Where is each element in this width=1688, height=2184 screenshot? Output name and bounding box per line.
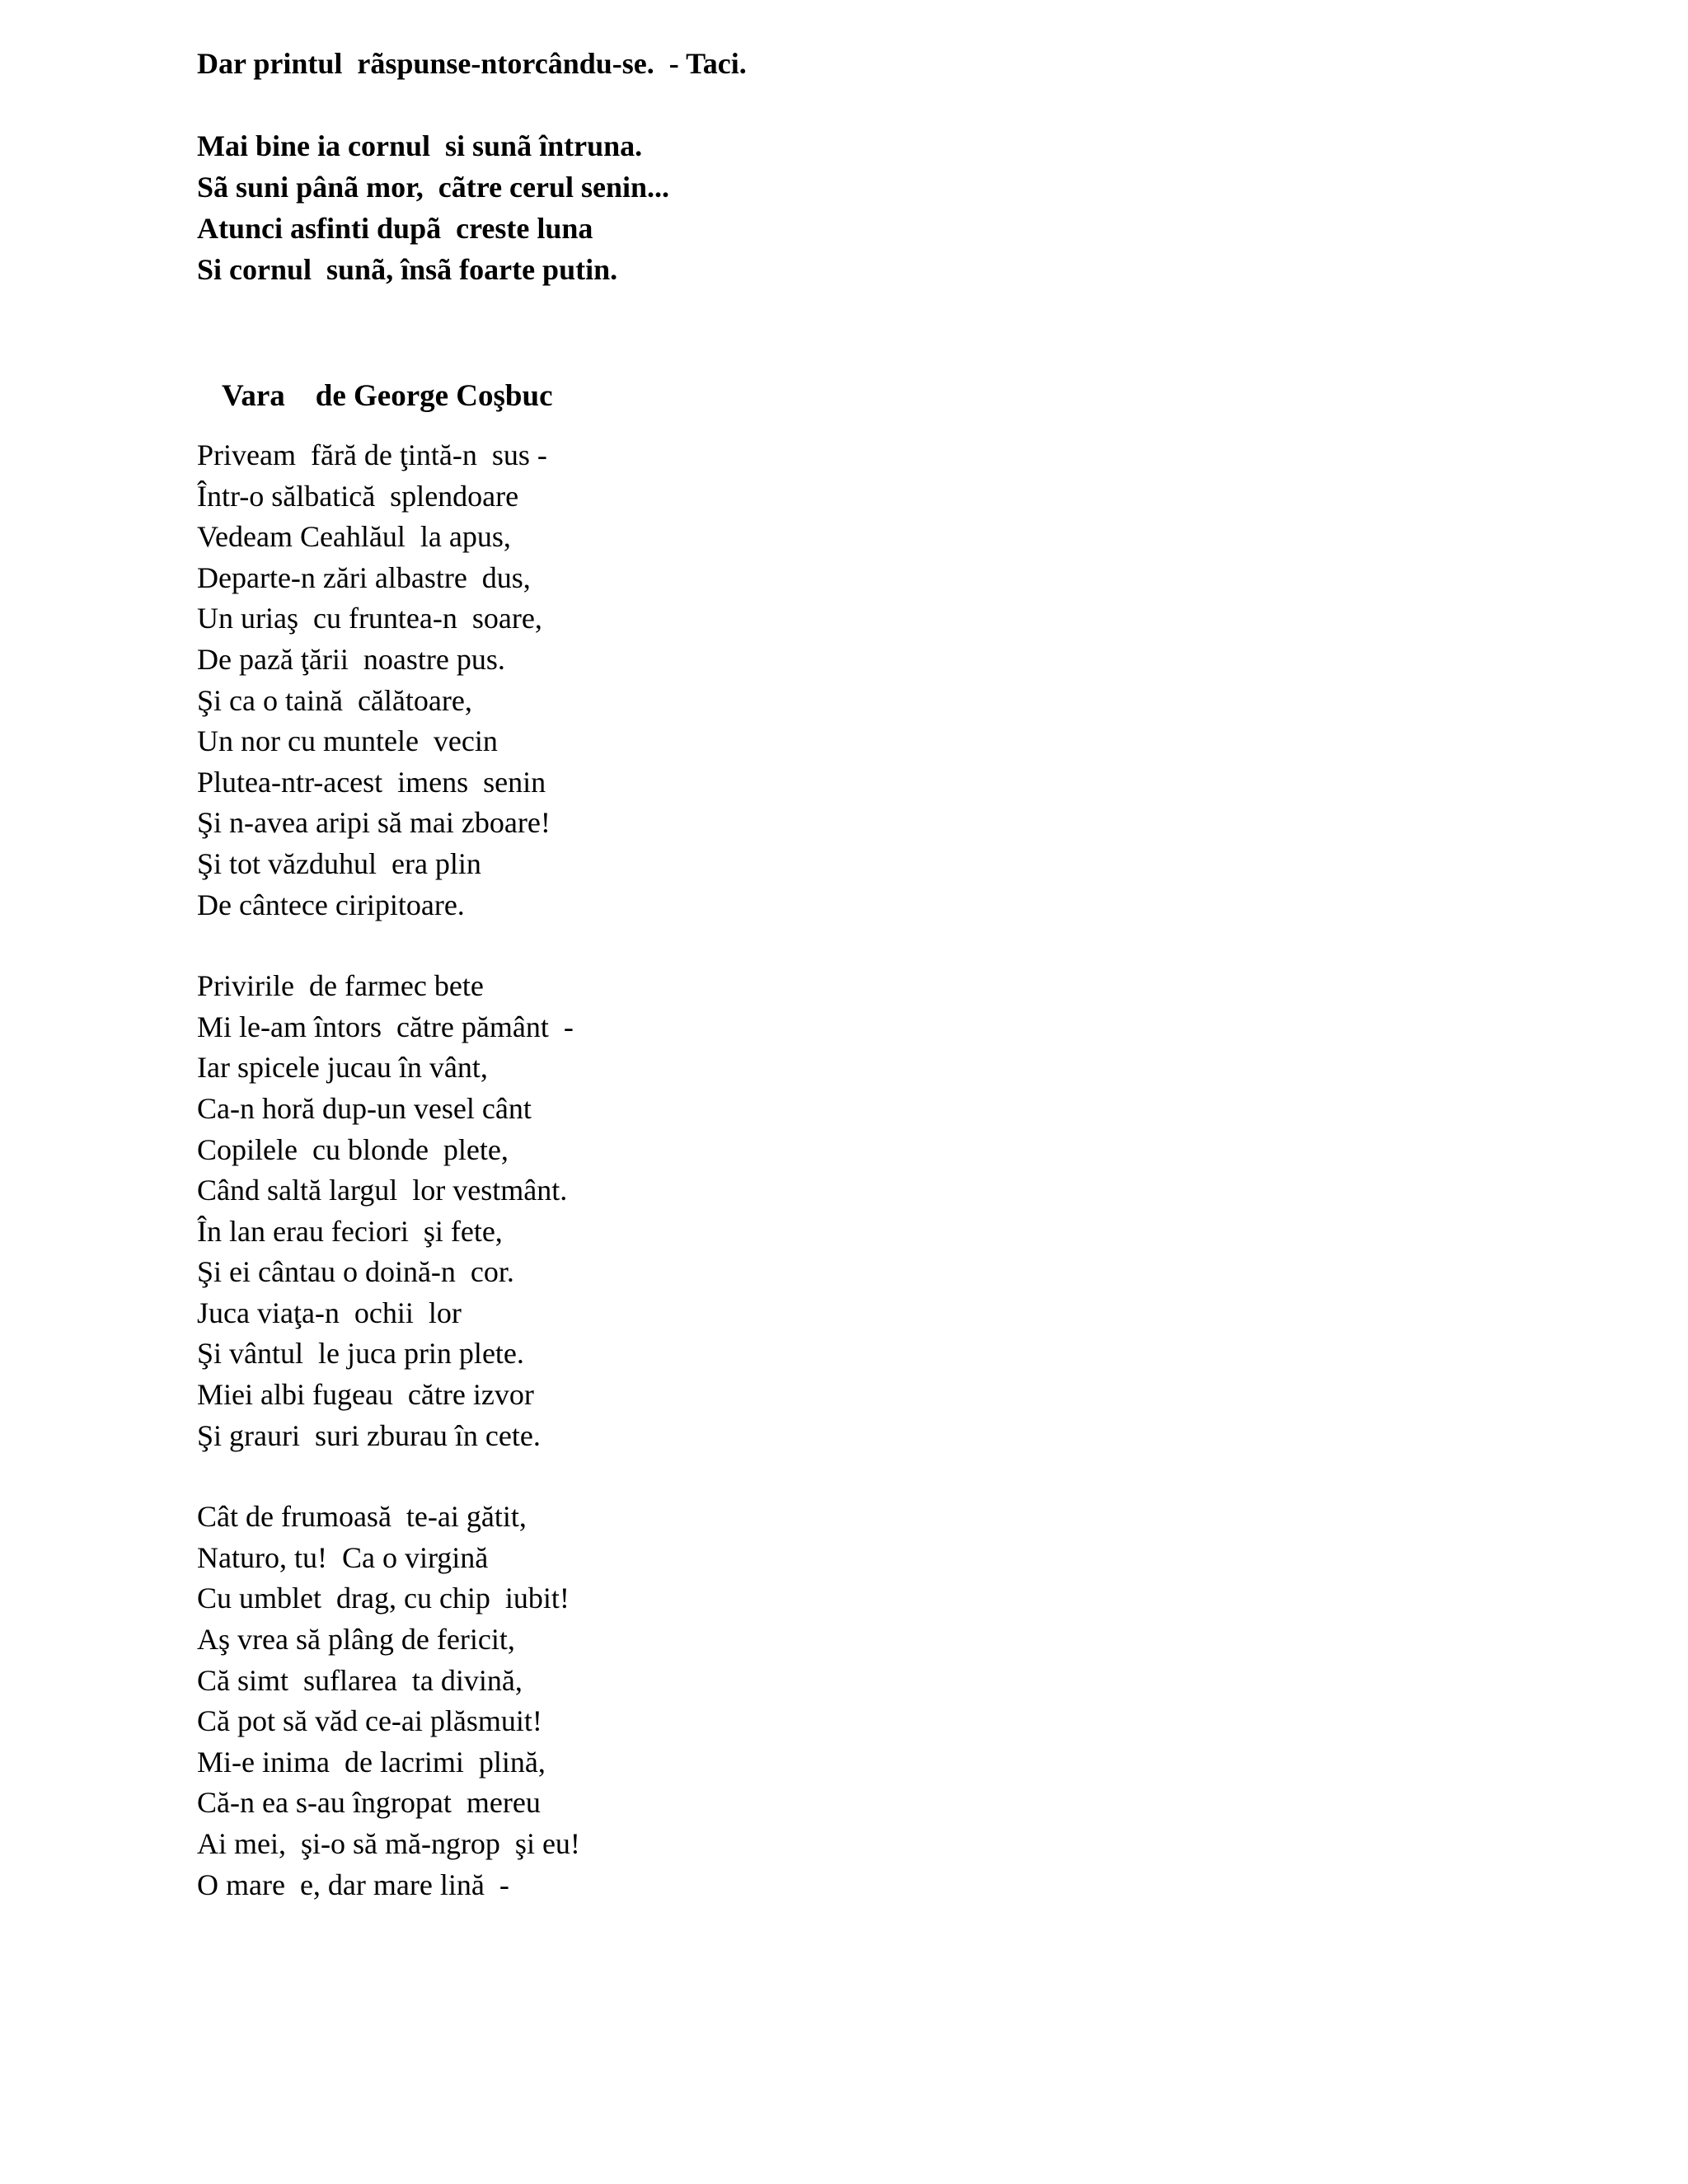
verse-line: Iar spicele jucau în vânt, — [197, 1051, 488, 1085]
previous-poem-line: Sã suni pânã mor, cãtre cerul senin... — [197, 171, 670, 204]
verse-line: Când saltă largul lor vestmânt. — [197, 1174, 568, 1207]
verse-line: În lan erau feciori şi fete, — [197, 1214, 503, 1248]
verse-line: Că-n ea s-au îngropat mereu — [197, 1786, 541, 1820]
previous-poem-line: Atunci asfinti dupã creste luna — [197, 212, 593, 245]
verse-line: Într-o sălbatică splendoare — [197, 479, 519, 513]
verse-line: Privirile de farmec bete — [197, 969, 484, 1003]
verse-line: Cât de frumoasă te-ai gătit, — [197, 1500, 527, 1534]
verse-line: O mare e, dar mare lină - — [197, 1868, 509, 1901]
verse-line: Şi grauri suri zburau în cete. — [197, 1418, 541, 1452]
verse-line: Că pot să văd ce-ai plăsmuit! — [197, 1704, 542, 1738]
verse-line: Juca viaţa-n ochii lor — [197, 1296, 462, 1329]
verse-line: Mi-e inima de lacrimi plină, — [197, 1745, 546, 1779]
verse-line: Aş vrea să plâng de fericit, — [197, 1623, 515, 1657]
verse-line: Şi tot văzduhul era plin — [197, 846, 481, 880]
verse-line: Copilele cu blonde plete, — [197, 1132, 509, 1166]
previous-poem-line: Mai bine ia cornul si sunã întruna. — [197, 129, 643, 162]
poem-title: Vara de George Coşbuc — [222, 379, 553, 413]
verse-line: Şi vântul le juca prin plete. — [197, 1337, 524, 1371]
verse-line: Ca-n horă dup-un vesel cânt — [197, 1091, 532, 1125]
verse-line: Un uriaş cu fruntea-n soare, — [197, 602, 542, 635]
poem-stanza-1 — [197, 435, 1516, 926]
verse-line: Un nor cu muntele vecin — [197, 724, 498, 758]
document-page — [197, 43, 1516, 1905]
poem-stanza-3 — [197, 1497, 1516, 1905]
verse-line: Naturo, tu! Ca o virgină — [197, 1540, 489, 1574]
verse-line: Că simt suflarea ta divină, — [197, 1663, 523, 1697]
verse-line: Miei albi fugeau către izvor — [197, 1378, 534, 1412]
verse-line: Vedeam Ceahlăul la apus, — [197, 520, 511, 554]
verse-line: De pază ţării noastre pus. — [197, 642, 505, 676]
verse-line: De cântece ciripitoare. — [197, 888, 465, 921]
verse-line: Ai mei, şi-o să mă-ngrop şi eu! — [197, 1827, 580, 1860]
verse-line: Plutea-ntr-acest imens senin — [197, 765, 546, 799]
previous-poem-line: Si cornul sunã, însã foarte putin. — [197, 253, 618, 286]
poem-stanza-2 — [197, 966, 1516, 1456]
previous-poem-line: Dar printul rãspunse-ntorcându-se. - Taci. — [197, 47, 747, 80]
verse-line: Şi ei cântau o doină-n cor. — [197, 1255, 514, 1289]
verse-line: Priveam fără de ţintă-n sus - — [197, 438, 547, 471]
verse-line: Şi n-avea aripi să mai zboare! — [197, 806, 551, 840]
verse-line: Departe-n zări albastre dus, — [197, 560, 531, 594]
verse-line: Şi ca o taină călătoare, — [197, 683, 472, 717]
verse-line: Cu umblet drag, cu chip iubit! — [197, 1582, 570, 1615]
verse-line: Mi le-am întors către pământ - — [197, 1010, 574, 1043]
previous-poem-stanza — [197, 125, 1516, 290]
